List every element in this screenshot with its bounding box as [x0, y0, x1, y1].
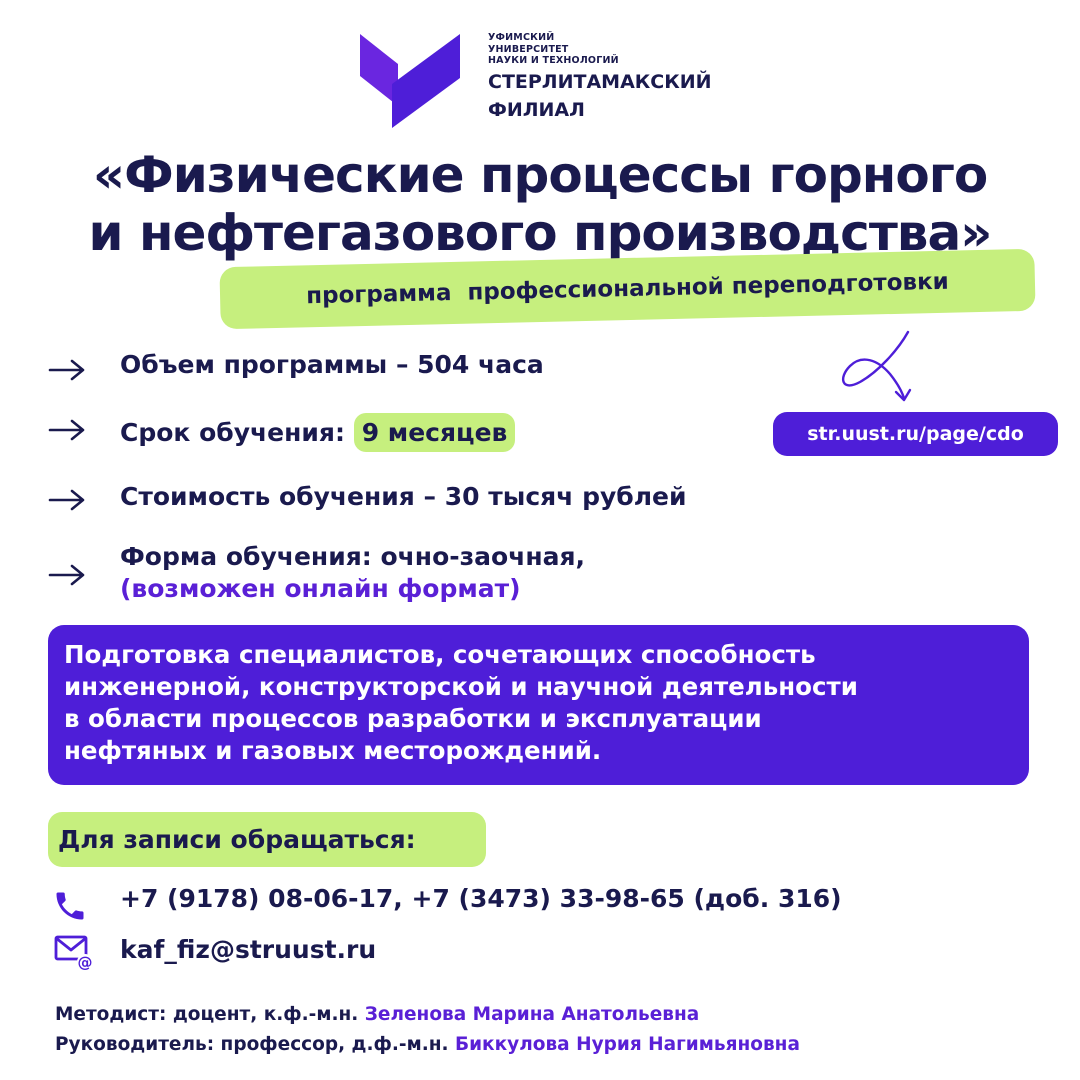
- description-line-4: нефтяных и газовых месторождений.: [64, 736, 602, 765]
- arrow-right-icon: [48, 358, 86, 382]
- logo-branch-line-2: ФИЛИАЛ: [488, 98, 585, 121]
- university-name: [488, 32, 712, 123]
- program-duration: [120, 418, 515, 447]
- form-line-1: Форма обучения: очно-заочная,: [120, 542, 586, 571]
- form-line-2: (возможен онлайн формат): [120, 574, 521, 603]
- contact-heading-badge: [48, 812, 486, 867]
- arrow-right-icon: [48, 563, 86, 587]
- university-logo-icon: [358, 32, 462, 130]
- svg-text:@: @: [77, 953, 93, 972]
- methodist-info: [55, 1004, 699, 1025]
- description-line-3: в области процессов разработки и эксплуатации: [64, 704, 762, 733]
- methodist-name: Зеленова Марина Анатольевна: [364, 1004, 700, 1025]
- program-cost: Стоимость обучения – 30 тысяч рублей: [120, 482, 687, 511]
- methodist-label: Методист: доцент, к.ф.-м.н.: [55, 1004, 365, 1025]
- subtitle-text: программа профессиональной переподготовки: [305, 268, 950, 310]
- duration-value: 9 месяцев: [354, 413, 516, 452]
- page-title: [0, 146, 1080, 262]
- phone-numbers[interactable]: +7 (9178) 08-06-17, +7 (3473) 33-98-65 (доб. 316): [120, 884, 842, 913]
- program-volume: Объем программы – 504 часа: [120, 350, 544, 379]
- curl-arrow-icon: [838, 330, 918, 404]
- head-info: [55, 1034, 800, 1055]
- description-line-2: инженерной, конструкторской и научной деятельности: [64, 672, 858, 701]
- logo-branch-line-1: СТЕРЛИТАМАКСКИЙ: [488, 70, 712, 93]
- description-line-1: Подготовка специалистов, сочетающих способность: [64, 640, 816, 669]
- duration-label: Срок обучения:: [120, 418, 354, 447]
- head-label: Руководитель: профессор, д.ф.-м.н.: [55, 1034, 455, 1055]
- title-line-2: и нефтегазового производства»: [88, 204, 992, 262]
- arrow-right-icon: [48, 418, 86, 442]
- head-name: Биккулова Нурия Нагимьяновна: [454, 1034, 800, 1055]
- email-address[interactable]: kaf_fiz@struust.ru: [120, 935, 377, 964]
- arrow-right-icon: [48, 488, 86, 512]
- program-form: [120, 541, 585, 605]
- description-panel: [48, 625, 1029, 785]
- website-link[interactable]: str.uust.ru/page/cdo: [773, 412, 1058, 456]
- title-line-1: «Физические процессы горного: [92, 146, 988, 204]
- mail-icon: [54, 934, 96, 972]
- logo-line-1: УФИМСКИЙ: [488, 32, 555, 43]
- logo-line-2: УНИВЕРСИТЕТ: [488, 43, 569, 55]
- phone-icon: [52, 888, 88, 924]
- contact-heading: Для записи обращаться:: [58, 825, 416, 854]
- logo-line-3: НАУКИ И ТЕХНОЛОГИЙ: [488, 55, 619, 66]
